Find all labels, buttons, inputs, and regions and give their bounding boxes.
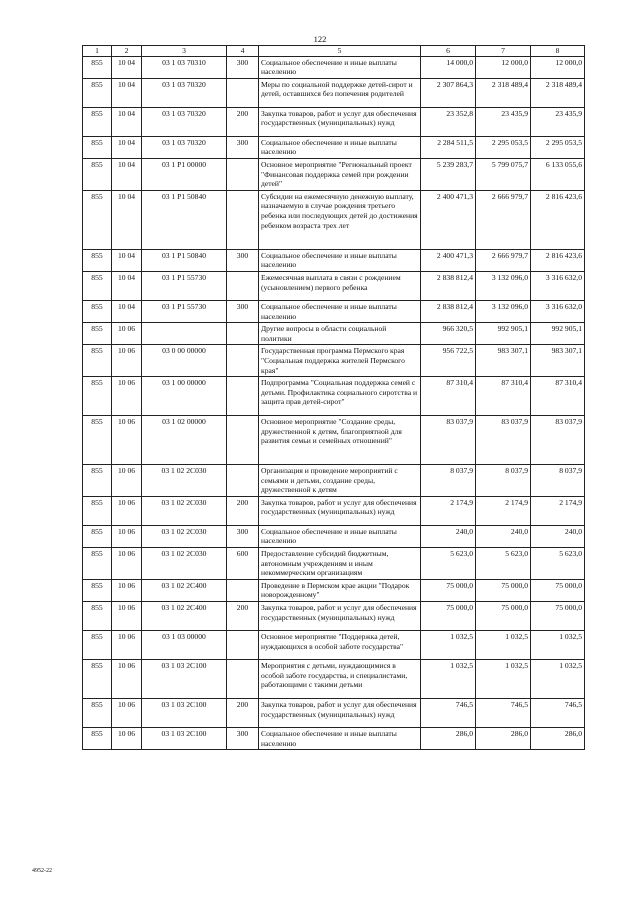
- amount-year1-cell: 5 239 283,7: [421, 158, 476, 190]
- amount-year3-cell: 2 318 489,4: [531, 78, 585, 107]
- amount-year3-cell: 1 032,5: [531, 631, 585, 660]
- table-row: [83, 660, 585, 699]
- expense-type-cell: [227, 631, 259, 660]
- amount-year1-cell: 240,0: [421, 525, 476, 547]
- expense-type-cell: 300: [227, 136, 259, 158]
- amount-year2-cell: 286,0: [476, 728, 531, 750]
- section-code-cell: 10 06: [112, 602, 142, 631]
- admin-code-cell: 855: [83, 465, 112, 497]
- amount-year2-cell: 5 799 075,7: [476, 158, 531, 190]
- column-header: 6: [421, 46, 476, 57]
- description-cell: Другие вопросы в области социальной политики: [259, 323, 421, 345]
- amount-year1-cell: 746,5: [421, 699, 476, 728]
- admin-code-cell: 855: [83, 579, 112, 601]
- admin-code-cell: 855: [83, 323, 112, 345]
- expense-type-cell: [227, 660, 259, 699]
- expense-type-cell: [227, 158, 259, 190]
- amount-year2-cell: 983 307,1: [476, 345, 531, 377]
- amount-year2-cell: 2 666 979,7: [476, 190, 531, 249]
- amount-year2-cell: 1 032,5: [476, 660, 531, 699]
- admin-code-cell: 855: [83, 525, 112, 547]
- column-header: 4: [227, 46, 259, 57]
- admin-code-cell: 855: [83, 699, 112, 728]
- description-cell: Социальное обеспечение и иные выплаты населению: [259, 136, 421, 158]
- expense-type-cell: 200: [227, 699, 259, 728]
- expense-type-cell: [227, 377, 259, 416]
- amount-year2-cell: 12 000,0: [476, 56, 531, 78]
- footer-code: 4952-22: [32, 868, 52, 874]
- amount-year1-cell: 75 000,0: [421, 579, 476, 601]
- section-code-cell: 10 04: [112, 78, 142, 107]
- expense-type-cell: 300: [227, 249, 259, 271]
- table-row: [83, 56, 585, 78]
- target-article-cell: 03 1 03 00000: [142, 631, 227, 660]
- amount-year1-cell: 1 032,5: [421, 660, 476, 699]
- amount-year3-cell: 2 295 053,5: [531, 136, 585, 158]
- expense-type-cell: 300: [227, 300, 259, 322]
- expense-type-cell: 200: [227, 107, 259, 136]
- table-row: [83, 465, 585, 497]
- budget-table: [82, 45, 585, 750]
- amount-year1-cell: 23 352,8: [421, 107, 476, 136]
- amount-year2-cell: 8 037,9: [476, 465, 531, 497]
- amount-year3-cell: 3 316 632,0: [531, 271, 585, 300]
- table-row: [83, 158, 585, 190]
- section-code-cell: 10 04: [112, 300, 142, 322]
- description-cell: Государственная программа Пермского края "Социальная поддержка жителей Пермского края": [259, 345, 421, 377]
- amount-year3-cell: 87 310,4: [531, 377, 585, 416]
- expense-type-cell: 300: [227, 525, 259, 547]
- amount-year3-cell: 8 037,9: [531, 465, 585, 497]
- amount-year1-cell: 956 722,5: [421, 345, 476, 377]
- admin-code-cell: 855: [83, 136, 112, 158]
- target-article-cell: 03 1 02 2C030: [142, 548, 227, 580]
- amount-year3-cell: 992 905,1: [531, 323, 585, 345]
- target-article-cell: 03 1 00 00000: [142, 377, 227, 416]
- target-article-cell: 03 1 03 2C100: [142, 660, 227, 699]
- table-row: [83, 602, 585, 631]
- admin-code-cell: 855: [83, 416, 112, 465]
- description-cell: Мероприятия с детьми, нуждающимися в особой заботе государства, и специалистами, работающими с такими детьми: [259, 660, 421, 699]
- amount-year3-cell: 2 816 423,6: [531, 249, 585, 271]
- amount-year1-cell: 1 032,5: [421, 631, 476, 660]
- section-code-cell: 10 04: [112, 158, 142, 190]
- expense-type-cell: [227, 78, 259, 107]
- section-code-cell: 10 06: [112, 345, 142, 377]
- target-article-cell: 03 1 02 2C030: [142, 465, 227, 497]
- amount-year3-cell: 75 000,0: [531, 602, 585, 631]
- target-article-cell: 03 1 03 2C100: [142, 728, 227, 750]
- description-cell: Основное мероприятие "Поддержка детей, нуждающихся в особой заботе государства": [259, 631, 421, 660]
- section-code-cell: 10 06: [112, 323, 142, 345]
- table-row: [83, 579, 585, 601]
- amount-year2-cell: 992 905,1: [476, 323, 531, 345]
- description-cell: Меры по социальной поддержке детей-сирот и детей, оставшихся без попечения родителей: [259, 78, 421, 107]
- section-code-cell: 10 06: [112, 525, 142, 547]
- amount-year3-cell: 2 816 423,6: [531, 190, 585, 249]
- target-article-cell: 03 1 03 2C100: [142, 699, 227, 728]
- amount-year1-cell: 87 310,4: [421, 377, 476, 416]
- description-cell: Предоставление субсидий бюджетным, автономным учреждениям и иным некоммерческим организациям: [259, 548, 421, 580]
- section-code-cell: 10 06: [112, 579, 142, 601]
- column-header: 2: [112, 46, 142, 57]
- table-row: [83, 416, 585, 465]
- amount-year3-cell: 83 037,9: [531, 416, 585, 465]
- description-cell: Основное мероприятие "Региональный проект "Финансовая поддержка семей при рождении детей": [259, 158, 421, 190]
- expense-type-cell: [227, 416, 259, 465]
- amount-year2-cell: 87 310,4: [476, 377, 531, 416]
- admin-code-cell: 855: [83, 56, 112, 78]
- amount-year3-cell: 5 623,0: [531, 548, 585, 580]
- amount-year2-cell: 2 318 489,4: [476, 78, 531, 107]
- table-row: [83, 300, 585, 322]
- target-article-cell: 03 0 00 00000: [142, 345, 227, 377]
- amount-year2-cell: 240,0: [476, 525, 531, 547]
- amount-year1-cell: 2 838 812,4: [421, 271, 476, 300]
- amount-year1-cell: 14 000,0: [421, 56, 476, 78]
- admin-code-cell: 855: [83, 660, 112, 699]
- description-cell: Субсидии на ежемесячную денежную выплату, назначаемую в случае рождения третьего ребенка или последующих детей до достижения ребенком возраста трех лет: [259, 190, 421, 249]
- description-cell: Социальное обеспечение и иные выплаты населению: [259, 56, 421, 78]
- expense-type-cell: 600: [227, 548, 259, 580]
- table-row: [83, 78, 585, 107]
- amount-year2-cell: 83 037,9: [476, 416, 531, 465]
- amount-year1-cell: 2 307 864,3: [421, 78, 476, 107]
- description-cell: Организация и проведение мероприятий с семьями и детьми, создание среды, дружественной к детям: [259, 465, 421, 497]
- target-article-cell: 03 1 02 00000: [142, 416, 227, 465]
- table-row: [83, 699, 585, 728]
- admin-code-cell: 855: [83, 158, 112, 190]
- amount-year1-cell: 2 400 471,3: [421, 190, 476, 249]
- table-row: [83, 631, 585, 660]
- target-article-cell: 03 1 03 70320: [142, 78, 227, 107]
- amount-year3-cell: 1 032,5: [531, 660, 585, 699]
- amount-year3-cell: 2 174,9: [531, 496, 585, 525]
- column-header: 7: [476, 46, 531, 57]
- column-header: 8: [531, 46, 585, 57]
- target-article-cell: 03 1 02 2C400: [142, 602, 227, 631]
- section-code-cell: 10 04: [112, 107, 142, 136]
- table-row: [83, 496, 585, 525]
- target-article-cell: 03 1 03 70320: [142, 136, 227, 158]
- amount-year1-cell: 2 174,9: [421, 496, 476, 525]
- amount-year2-cell: 75 000,0: [476, 579, 531, 601]
- description-cell: Закупка товаров, работ и услуг для обеспечения государственных (муниципальных) нужд: [259, 602, 421, 631]
- target-article-cell: 03 1 P1 50840: [142, 249, 227, 271]
- admin-code-cell: 855: [83, 631, 112, 660]
- column-header: 5: [259, 46, 421, 57]
- amount-year3-cell: 746,5: [531, 699, 585, 728]
- description-cell: Основное мероприятие "Создание среды, дружественной к детям, благоприятной для развития семьи и семейных отношений": [259, 416, 421, 465]
- target-article-cell: 03 1 P1 50840: [142, 190, 227, 249]
- table-row: [83, 345, 585, 377]
- amount-year3-cell: 3 316 632,0: [531, 300, 585, 322]
- admin-code-cell: 855: [83, 300, 112, 322]
- section-code-cell: 10 06: [112, 631, 142, 660]
- table-row: [83, 728, 585, 750]
- table-row: [83, 271, 585, 300]
- admin-code-cell: 855: [83, 78, 112, 107]
- amount-year1-cell: 75 000,0: [421, 602, 476, 631]
- description-cell: Проведение в Пермском крае акции "Подарок новорожденному": [259, 579, 421, 601]
- table-row: [83, 107, 585, 136]
- expense-type-cell: 200: [227, 602, 259, 631]
- description-cell: Социальное обеспечение и иные выплаты населению: [259, 300, 421, 322]
- amount-year2-cell: 1 032,5: [476, 631, 531, 660]
- target-article-cell: 03 1 02 2C400: [142, 579, 227, 601]
- amount-year2-cell: 2 174,9: [476, 496, 531, 525]
- amount-year3-cell: 75 000,0: [531, 579, 585, 601]
- amount-year1-cell: 83 037,9: [421, 416, 476, 465]
- amount-year2-cell: 75 000,0: [476, 602, 531, 631]
- target-article-cell: 03 1 02 2C030: [142, 496, 227, 525]
- description-cell: Ежемесячная выплата в связи с рождением (усыновлением) первого ребенка: [259, 271, 421, 300]
- amount-year2-cell: 3 132 096,0: [476, 271, 531, 300]
- table-body: [83, 56, 585, 750]
- expense-type-cell: [227, 190, 259, 249]
- expense-type-cell: 300: [227, 56, 259, 78]
- amount-year2-cell: 5 623,0: [476, 548, 531, 580]
- table-row: [83, 548, 585, 580]
- description-cell: Закупка товаров, работ и услуг для обеспечения государственных (муниципальных) нужд: [259, 107, 421, 136]
- table-header-row: [83, 46, 585, 57]
- admin-code-cell: 855: [83, 548, 112, 580]
- expense-type-cell: [227, 345, 259, 377]
- target-article-cell: 03 1 P1 55730: [142, 300, 227, 322]
- amount-year3-cell: 12 000,0: [531, 56, 585, 78]
- admin-code-cell: 855: [83, 190, 112, 249]
- amount-year3-cell: 286,0: [531, 728, 585, 750]
- admin-code-cell: 855: [83, 345, 112, 377]
- section-code-cell: 10 06: [112, 377, 142, 416]
- description-cell: Социальное обеспечение и иные выплаты населению: [259, 525, 421, 547]
- admin-code-cell: 855: [83, 377, 112, 416]
- description-cell: Закупка товаров, работ и услуг для обеспечения государственных (муниципальных) нужд: [259, 496, 421, 525]
- section-code-cell: 10 06: [112, 465, 142, 497]
- table-row: [83, 136, 585, 158]
- target-article-cell: 03 1 02 2C030: [142, 525, 227, 547]
- amount-year3-cell: 983 307,1: [531, 345, 585, 377]
- admin-code-cell: 855: [83, 602, 112, 631]
- table-row: [83, 323, 585, 345]
- target-article-cell: 03 1 P1 00000: [142, 158, 227, 190]
- amount-year1-cell: 8 037,9: [421, 465, 476, 497]
- amount-year1-cell: 2 400 471,3: [421, 249, 476, 271]
- expense-type-cell: 200: [227, 496, 259, 525]
- admin-code-cell: 855: [83, 107, 112, 136]
- description-cell: Социальное обеспечение и иные выплаты населению: [259, 728, 421, 750]
- table-row: [83, 377, 585, 416]
- column-header: 3: [142, 46, 227, 57]
- section-code-cell: 10 06: [112, 660, 142, 699]
- amount-year3-cell: 240,0: [531, 525, 585, 547]
- admin-code-cell: 855: [83, 728, 112, 750]
- amount-year3-cell: 6 133 055,6: [531, 158, 585, 190]
- section-code-cell: 10 06: [112, 416, 142, 465]
- table-row: [83, 525, 585, 547]
- expense-type-cell: [227, 579, 259, 601]
- section-code-cell: 10 04: [112, 56, 142, 78]
- target-article-cell: [142, 323, 227, 345]
- amount-year1-cell: 2 284 511,5: [421, 136, 476, 158]
- amount-year1-cell: 2 838 812,4: [421, 300, 476, 322]
- amount-year3-cell: 23 435,9: [531, 107, 585, 136]
- table-row: [83, 249, 585, 271]
- section-code-cell: 10 04: [112, 190, 142, 249]
- amount-year2-cell: 23 435,9: [476, 107, 531, 136]
- table-row: [83, 190, 585, 249]
- target-article-cell: 03 1 P1 55730: [142, 271, 227, 300]
- description-cell: Социальное обеспечение и иные выплаты населению: [259, 249, 421, 271]
- target-article-cell: 03 1 03 70310: [142, 56, 227, 78]
- section-code-cell: 10 06: [112, 699, 142, 728]
- amount-year2-cell: 3 132 096,0: [476, 300, 531, 322]
- expense-type-cell: 300: [227, 728, 259, 750]
- section-code-cell: 10 04: [112, 271, 142, 300]
- section-code-cell: 10 04: [112, 249, 142, 271]
- admin-code-cell: 855: [83, 249, 112, 271]
- page-number: 122: [313, 34, 327, 44]
- section-code-cell: 10 06: [112, 548, 142, 580]
- amount-year2-cell: 2 666 979,7: [476, 249, 531, 271]
- amount-year2-cell: 746,5: [476, 699, 531, 728]
- amount-year1-cell: 966 320,5: [421, 323, 476, 345]
- amount-year2-cell: 2 295 053,5: [476, 136, 531, 158]
- target-article-cell: 03 1 03 70320: [142, 107, 227, 136]
- description-cell: Закупка товаров, работ и услуг для обеспечения государственных (муниципальных) нужд: [259, 699, 421, 728]
- amount-year1-cell: 5 623,0: [421, 548, 476, 580]
- expense-type-cell: [227, 465, 259, 497]
- column-header: 1: [83, 46, 112, 57]
- admin-code-cell: 855: [83, 496, 112, 525]
- description-cell: Подпрограмма "Социальная поддержка семей с детьми. Профилактика социального сиротства и защита прав детей-сирот": [259, 377, 421, 416]
- section-code-cell: 10 06: [112, 496, 142, 525]
- section-code-cell: 10 06: [112, 728, 142, 750]
- section-code-cell: 10 04: [112, 136, 142, 158]
- expense-type-cell: [227, 271, 259, 300]
- expense-type-cell: [227, 323, 259, 345]
- admin-code-cell: 855: [83, 271, 112, 300]
- amount-year1-cell: 286,0: [421, 728, 476, 750]
